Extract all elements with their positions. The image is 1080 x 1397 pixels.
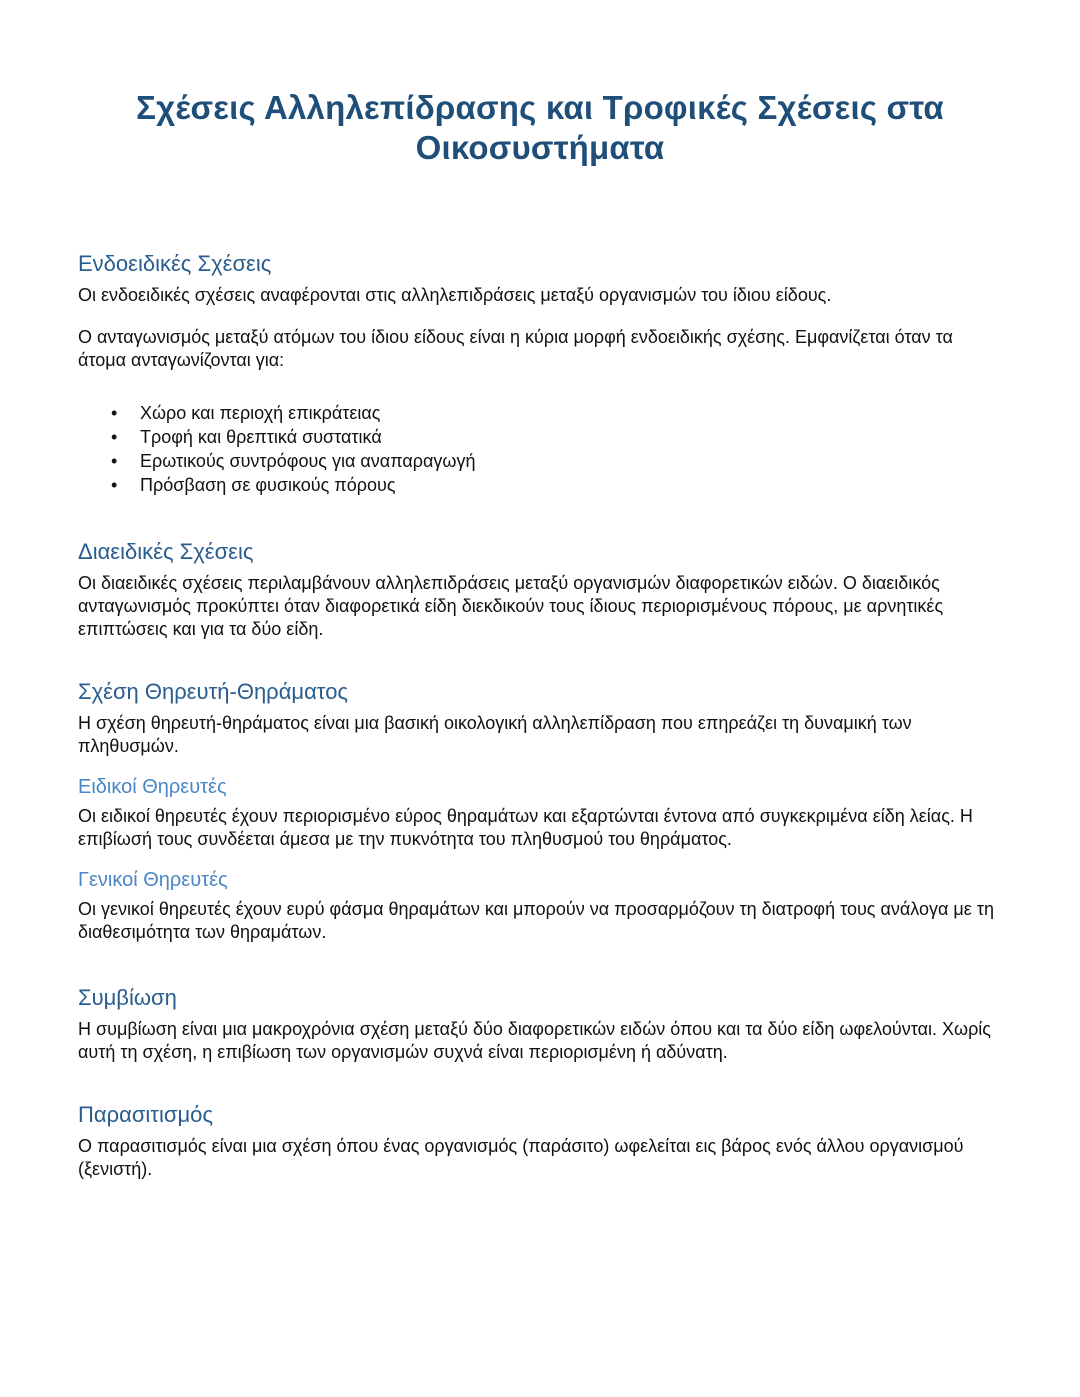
paragraph-generalist-predators: Οι γενικοί θηρευτές έχουν ευρύ φάσμα θηραμάτων και μπορούν να προσαρμόζουν τη διατροφή τους ανάλογα με τη διαθεσιμότητα των θηραμάτων. xyxy=(78,899,994,942)
list-item-text: Χώρο και περιοχή επικράτειας xyxy=(140,403,381,423)
paragraph-intraspecific-definition: Οι ενδοειδικές σχέσεις αναφέρονται στις αλληλεπιδράσεις μεταξύ οργανισμών του ίδιου είδους. xyxy=(78,285,832,305)
section-symbiosis xyxy=(78,984,1002,1064)
list-item xyxy=(78,425,1002,449)
subheading-specialist-predators: Ειδικοί Θηρευτές xyxy=(78,776,227,798)
list-item-text: Τροφή και θρεπτικά συστατικά xyxy=(140,427,382,447)
subheading-generalist-predators: Γενικοί Θηρευτές xyxy=(78,869,228,891)
bullet-list-competition-resources xyxy=(78,401,1002,497)
paragraph-symbiosis: Η συμβίωση είναι μια μακροχρόνια σχέση μεταξύ δύο διαφορετικών ειδών όπου και τα δύο είδη ωφελούνται. Χωρίς αυτή τη σχέση, η επιβίωση των οργανισμών συχνά είναι περιορισμένη ή αδύνατη. xyxy=(78,1019,991,1062)
section-heading-predator-prey: Σχέση Θηρευτή-Θηράματος xyxy=(78,679,349,704)
list-item-text: Πρόσβαση σε φυσικούς πόρους xyxy=(140,475,396,495)
section-heading-interspecific: Διαειδικές Σχέσεις xyxy=(78,539,254,564)
bullet-icon: • xyxy=(111,475,118,495)
section-heading-parasitism: Παρασιτισμός xyxy=(78,1102,213,1127)
list-item xyxy=(78,449,1002,473)
bullet-icon: • xyxy=(111,451,118,471)
section-interspecific xyxy=(78,538,1002,641)
paragraph-interspecific: Οι διαειδικές σχέσεις περιλαμβάνουν αλληλεπιδράσεις μεταξύ οργανισμών διαφορετικών ειδών. Ο διαειδικός ανταγωνισμός προκύπτει όταν διαφορετικά είδη διεκδικούν τους ίδιους περιορισμένους πόρους, με αρνητικές επιπτώσεις και για τα δύο είδη. xyxy=(78,573,944,639)
list-item xyxy=(78,473,1002,497)
section-heading-symbiosis: Συμβίωση xyxy=(78,985,177,1010)
paragraph-parasitism: Ο παρασιτισμός είναι μια σχέση όπου ένας οργανισμός (παράσιτο) ωφελείται εις βάρος ενός άλλου οργανισμού (ξενιστή). xyxy=(78,1136,964,1179)
section-parasitism xyxy=(78,1101,1002,1181)
paragraph-specialist-predators: Οι ειδικοί θηρευτές έχουν περιορισμένο εύρος θηραμάτων και εξαρτώνται έντονα από συγκεκριμένα είδη λείας. Η επιβίωσή τους συνδέεται άμεσα με την πυκνότητα του πληθυσμού του θηράματος. xyxy=(78,806,973,849)
paragraph-intraspecific-competition: Ο ανταγωνισμός μεταξύ ατόμων του ίδιου είδους είναι η κύρια μορφή ενδοειδικής σχέσης. Εμφανίζεται όταν τα άτομα ανταγωνίζονται για: xyxy=(78,327,953,370)
document-title: Σχέσεις Αλληλεπίδρασης και Τροφικές Σχέσεις στα Οικοσυστήματα xyxy=(136,89,944,166)
section-predator-prey xyxy=(78,678,1002,944)
section-heading-intraspecific: Ενδοειδικές Σχέσεις xyxy=(78,251,272,276)
section-intraspecific xyxy=(78,250,1002,497)
paragraph-predator-prey: Η σχέση θηρευτή-θηράματος είναι μια βασική οικολογική αλληλεπίδραση που επηρεάζει τη δυναμική των πληθυσμών. xyxy=(78,713,912,756)
bullet-icon: • xyxy=(111,427,118,447)
bullet-icon: • xyxy=(111,403,118,423)
document-page xyxy=(78,0,1002,1181)
list-item-text: Ερωτικούς συντρόφους για αναπαραγωγή xyxy=(140,451,476,471)
list-item xyxy=(78,401,1002,425)
